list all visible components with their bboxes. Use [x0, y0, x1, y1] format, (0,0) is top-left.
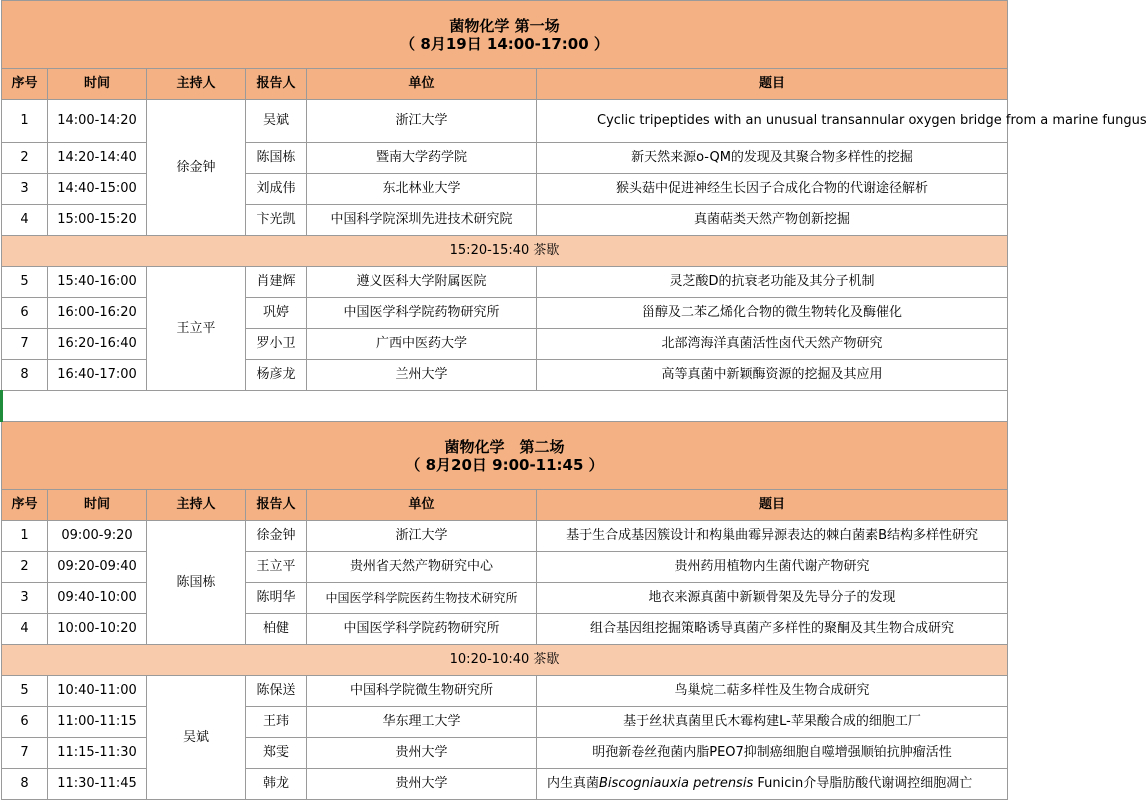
- row-topic: 新天然来源o-QM的发现及其聚合物多样性的挖掘: [537, 143, 1008, 174]
- row-time: 16:40-17:00: [48, 360, 147, 391]
- session2-title-row: [2, 422, 1008, 490]
- row-topic: 明孢新卷丝孢菌内脂PEO7抑制癌细胞自噬增强顺铂抗肿瘤活性: [537, 738, 1008, 769]
- session1-title-cell: [2, 1, 1008, 69]
- row-topic: 基于丝状真菌里氏木霉构建L-苹果酸合成的细胞工厂: [537, 707, 1008, 738]
- header-host: 主持人: [147, 69, 246, 100]
- row-no: 8: [2, 360, 48, 391]
- spacer-row: [2, 391, 1008, 422]
- row-topic: 鸟巢烷二萜多样性及生物合成研究: [537, 676, 1008, 707]
- host-cell: 吴斌: [147, 676, 246, 800]
- header-topic: 题目: [537, 69, 1008, 100]
- row-topic: [537, 769, 1008, 800]
- row-speaker: 柏健: [246, 614, 307, 645]
- header-topic: 题目: [537, 490, 1008, 521]
- row-speaker: 罗小卫: [246, 329, 307, 360]
- break-label: 10:20-10:40 茶歇: [2, 645, 1008, 676]
- header-host: 主持人: [147, 490, 246, 521]
- header-speaker: 报告人: [246, 69, 307, 100]
- topic-species: Biscogniauxia petrensis: [599, 776, 754, 791]
- row-time: 11:30-11:45: [48, 769, 147, 800]
- row-no: 4: [2, 614, 48, 645]
- row-unit: 中国科学院深圳先进技术研究院: [307, 205, 537, 236]
- row-unit: 暨南大学药学院: [307, 143, 537, 174]
- row-unit: 贵州大学: [307, 738, 537, 769]
- row-time: 10:00-10:20: [48, 614, 147, 645]
- break-row: [2, 236, 1008, 267]
- row-speaker: 杨彦龙: [246, 360, 307, 391]
- row-unit: 中国医学科学院药物研究所: [307, 614, 537, 645]
- table-row: [2, 676, 1008, 707]
- row-no: 5: [2, 267, 48, 298]
- row-no: 1: [2, 521, 48, 552]
- row-speaker: 陈保送: [246, 676, 307, 707]
- header-time: 时间: [48, 69, 147, 100]
- row-no: 2: [2, 143, 48, 174]
- host-cell: 徐金钟: [147, 100, 246, 236]
- row-time: 10:40-11:00: [48, 676, 147, 707]
- topic-suffix: Funicin介导脂肪酸代谢调控细胞凋亡: [753, 776, 973, 791]
- header-time: 时间: [48, 490, 147, 521]
- row-speaker: 徐金钟: [246, 521, 307, 552]
- row-unit: 华东理工大学: [307, 707, 537, 738]
- row-unit: 浙江大学: [307, 521, 537, 552]
- row-no: 6: [2, 298, 48, 329]
- row-speaker: 刘成伟: [246, 174, 307, 205]
- row-topic: 地衣来源真菌中新颖骨架及先导分子的发现: [537, 583, 1008, 614]
- row-no: 2: [2, 552, 48, 583]
- row-speaker: 郑雯: [246, 738, 307, 769]
- row-topic: 甾醇及二苯乙烯化合物的微生物转化及酶催化: [537, 298, 1008, 329]
- row-no: 8: [2, 769, 48, 800]
- row-topic: 真菌萜类天然产物创新挖掘: [537, 205, 1008, 236]
- row-topic: 北部湾海洋真菌活性卤代天然产物研究: [537, 329, 1008, 360]
- row-topic: 高等真菌中新颖酶资源的挖掘及其应用: [537, 360, 1008, 391]
- row-no: 5: [2, 676, 48, 707]
- table-row: [2, 100, 1008, 143]
- session1-title-row: [2, 1, 1008, 69]
- header-unit: 单位: [307, 69, 537, 100]
- session2-subtitle: （ 8月20日 9:00-11:45 ）: [405, 455, 604, 474]
- session1-title: 菌物化学 第一场: [449, 16, 560, 35]
- row-topic: 贵州药用植物内生菌代谢产物研究: [537, 552, 1008, 583]
- row-time: 09:00-9:20: [48, 521, 147, 552]
- row-no: 6: [2, 707, 48, 738]
- row-unit: 东北林业大学: [307, 174, 537, 205]
- row-speaker: 王立平: [246, 552, 307, 583]
- topic-prefix: 内生真菌: [547, 776, 600, 791]
- header-speaker: 报告人: [246, 490, 307, 521]
- row-no: 4: [2, 205, 48, 236]
- row-speaker: 肖建辉: [246, 267, 307, 298]
- row-unit: 遵义医科大学附属医院: [307, 267, 537, 298]
- session2-title: 菌物化学 第二场: [444, 437, 565, 456]
- row-time: 09:20-09:40: [48, 552, 147, 583]
- break-row: [2, 645, 1008, 676]
- row-time: 15:40-16:00: [48, 267, 147, 298]
- host-cell: 陈国栋: [147, 521, 246, 645]
- row-no: 7: [2, 329, 48, 360]
- row-topic: 组合基因组挖掘策略诱导真菌产多样性的聚酮及其生物合成研究: [537, 614, 1008, 645]
- session1-subtitle: （ 8月19日 14:00-17:00 ）: [400, 34, 609, 53]
- row-time: 14:20-14:40: [48, 143, 147, 174]
- row-speaker: 王玮: [246, 707, 307, 738]
- header-no: 序号: [2, 490, 48, 521]
- row-topic: Cyclic tripeptides with an unusual transannular oxygen bridge from a marine fungus: [537, 100, 1008, 143]
- row-time: 15:00-15:20: [48, 205, 147, 236]
- row-unit: 中国医学科学院医药生物技术研究所: [307, 583, 537, 614]
- row-speaker: 吴斌: [246, 100, 307, 143]
- row-unit: 浙江大学: [307, 100, 537, 143]
- spacer-cell: [2, 391, 1008, 422]
- row-no: 7: [2, 738, 48, 769]
- row-unit: 兰州大学: [307, 360, 537, 391]
- row-time: 11:00-11:15: [48, 707, 147, 738]
- host-cell: 王立平: [147, 267, 246, 391]
- break-label: 15:20-15:40 茶歇: [2, 236, 1008, 267]
- session2-title-cell: [2, 422, 1008, 490]
- row-topic: 猴头菇中促进神经生长因子合成化合物的代谢途径解析: [537, 174, 1008, 205]
- row-speaker: 陈国栋: [246, 143, 307, 174]
- row-unit: 中国科学院微生物研究所: [307, 676, 537, 707]
- row-topic: 基于生合成基因簇设计和构巢曲霉异源表达的棘白菌素B结构多样性研究: [537, 521, 1008, 552]
- row-speaker: 陈明华: [246, 583, 307, 614]
- row-time: 11:15-11:30: [48, 738, 147, 769]
- header-unit: 单位: [307, 490, 537, 521]
- session2-header-row: [2, 490, 1008, 521]
- row-speaker: 巩婷: [246, 298, 307, 329]
- row-unit: 中国医学科学院药物研究所: [307, 298, 537, 329]
- row-time: 16:20-16:40: [48, 329, 147, 360]
- row-topic: 灵芝酸D的抗衰老功能及其分子机制: [537, 267, 1008, 298]
- table-row: [2, 521, 1008, 552]
- row-unit: 广西中医药大学: [307, 329, 537, 360]
- session1-header-row: [2, 69, 1008, 100]
- row-no: 3: [2, 583, 48, 614]
- row-no: 1: [2, 100, 48, 143]
- row-time: 16:00-16:20: [48, 298, 147, 329]
- table-row: [2, 267, 1008, 298]
- row-time: 14:40-15:00: [48, 174, 147, 205]
- row-time: 09:40-10:00: [48, 583, 147, 614]
- row-time: 14:00-14:20: [48, 100, 147, 143]
- row-speaker: 韩龙: [246, 769, 307, 800]
- row-no: 3: [2, 174, 48, 205]
- row-unit: 贵州省天然产物研究中心: [307, 552, 537, 583]
- row-unit: 贵州大学: [307, 769, 537, 800]
- header-no: 序号: [2, 69, 48, 100]
- row-speaker: 卞光凯: [246, 205, 307, 236]
